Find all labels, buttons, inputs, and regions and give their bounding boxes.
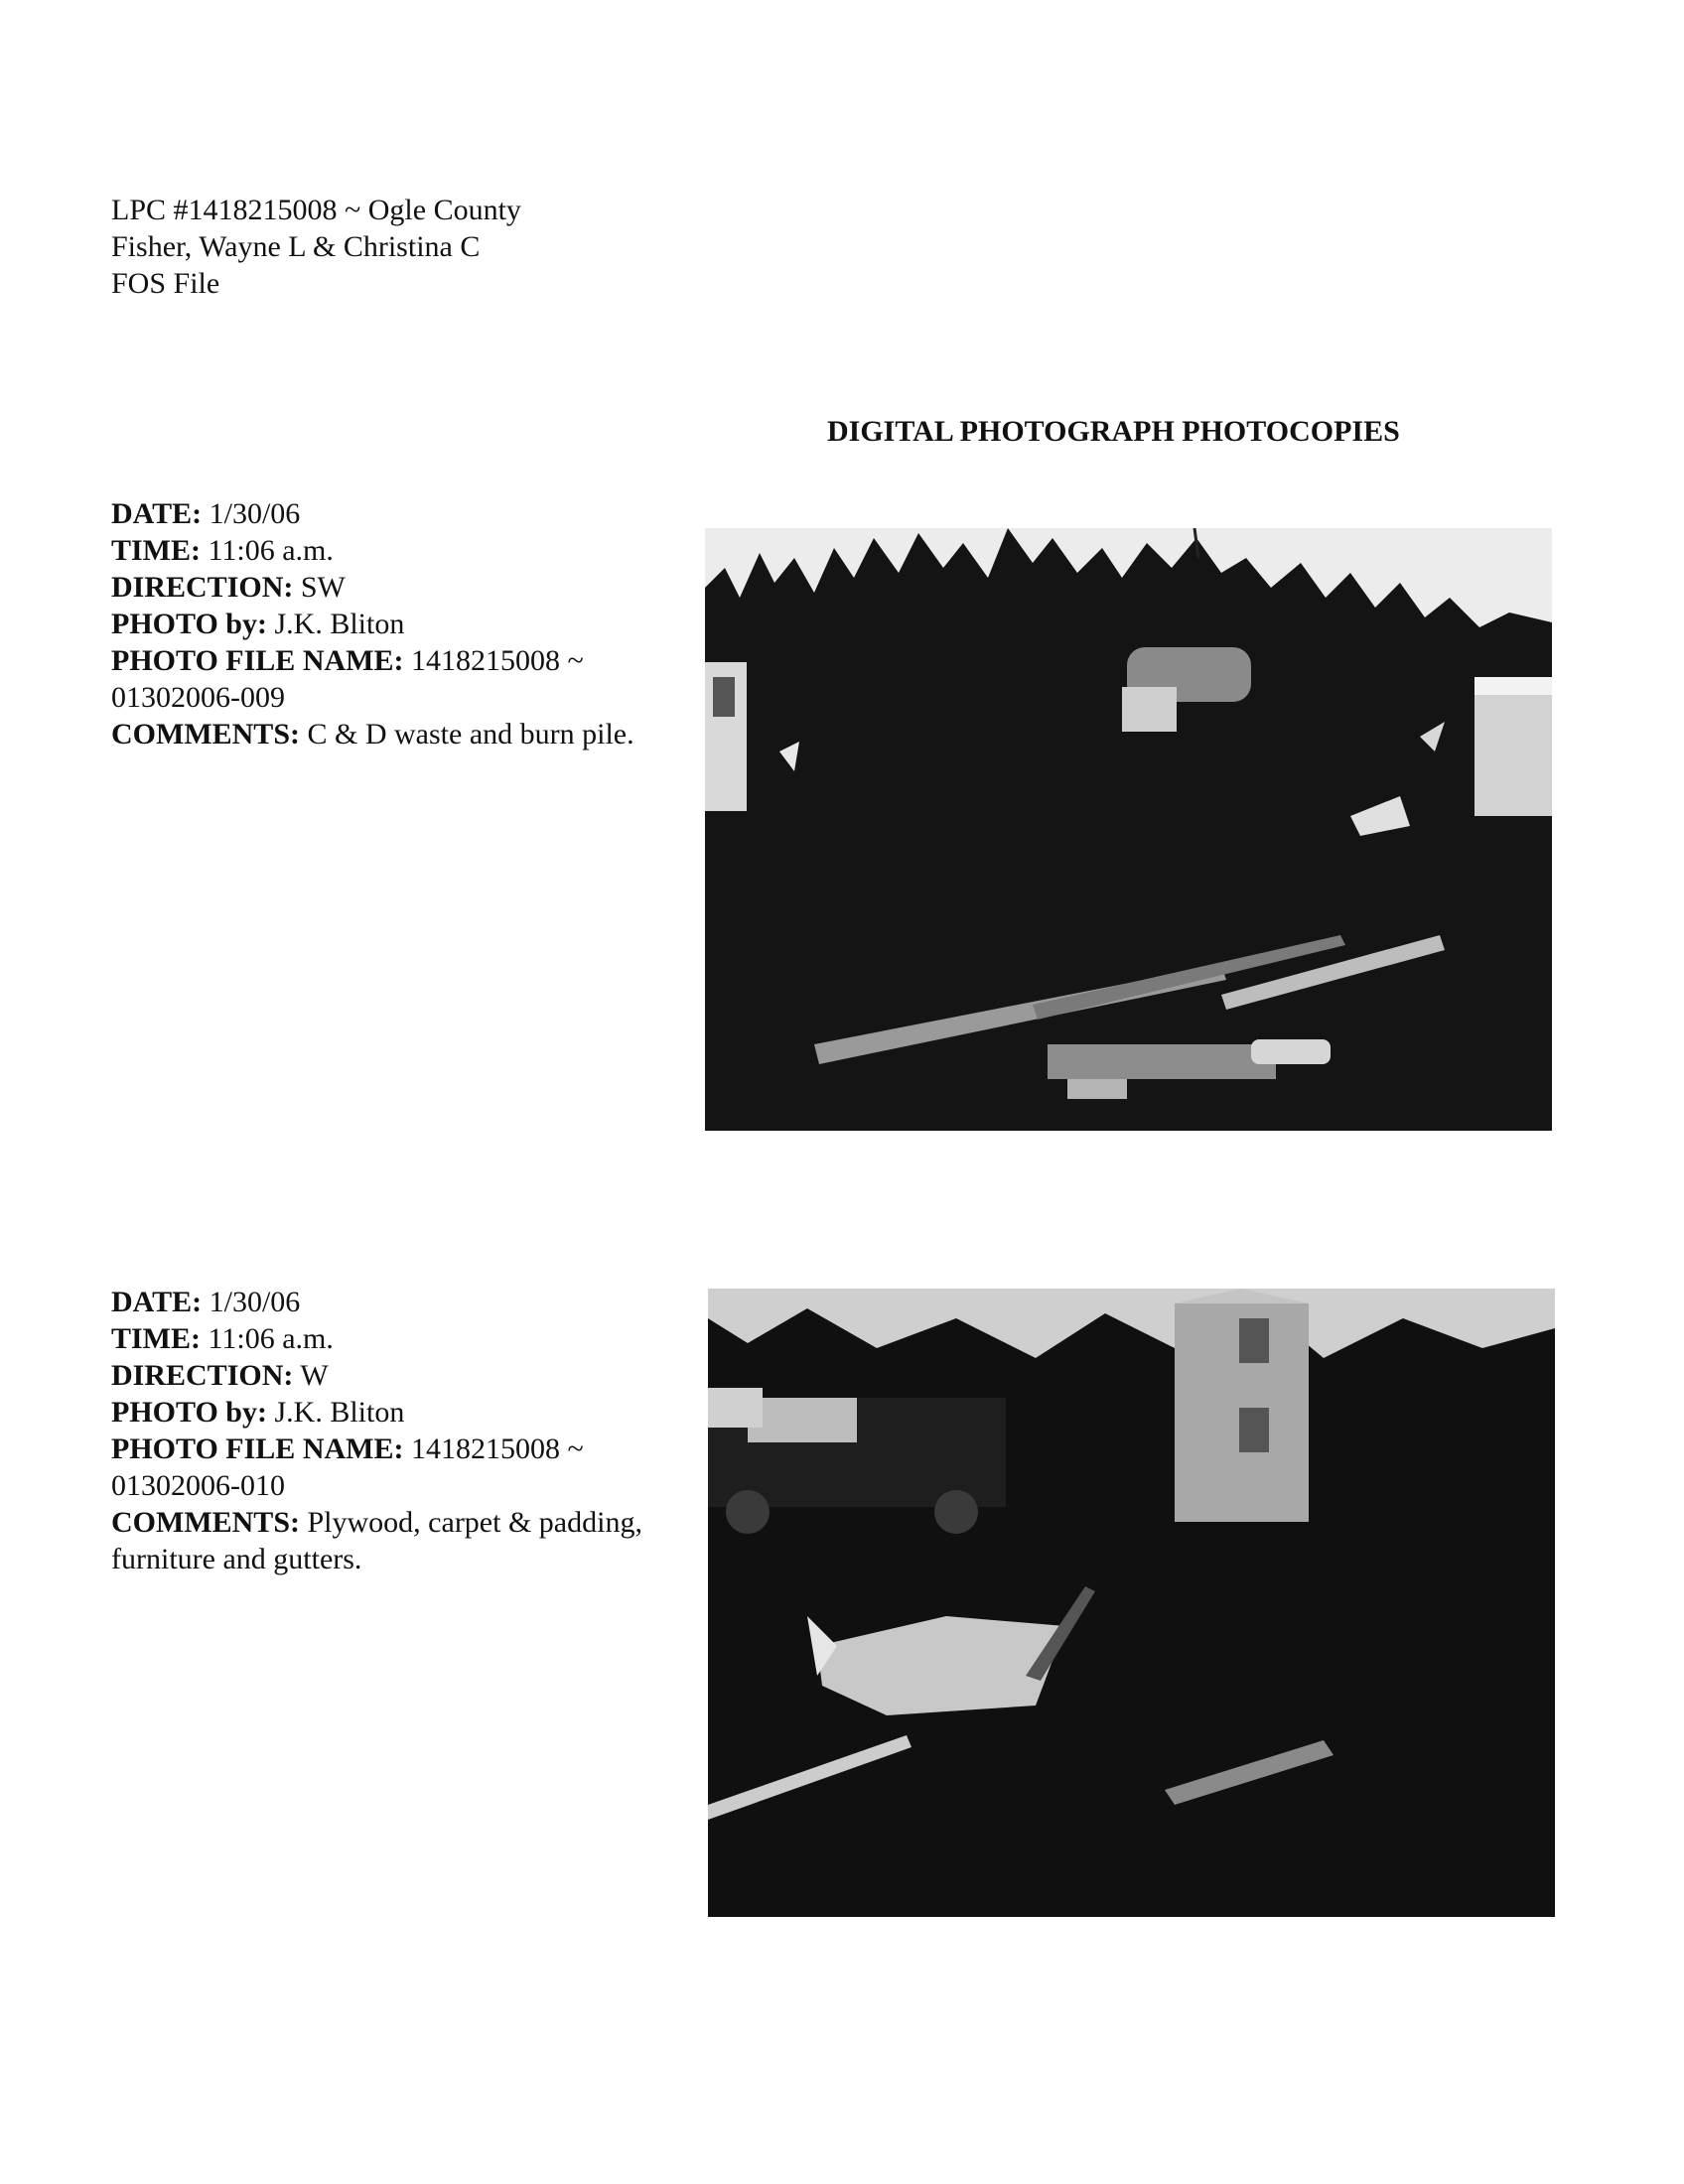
photo-entry-1-details [111,495,647,752]
comments-line [111,716,647,752]
time-label: TIME: [111,534,201,567]
comments-value: C & D waste and burn pile. [307,718,634,751]
date-line [111,1284,647,1320]
time-value: 11:06 a.m. [208,534,334,567]
direction-line [111,569,647,606]
time-line [111,532,647,569]
photo-file-name-line [111,1431,647,1504]
date-line [111,495,647,532]
photo-2-image [708,1289,1555,1917]
time-label: TIME: [111,1322,201,1355]
direction-value: W [300,1359,329,1392]
date-label: DATE: [111,497,203,530]
owner-name-line: Fisher, Wayne L & Christina C [111,230,481,263]
photo-file-name-line [111,642,647,716]
direction-value: SW [300,571,346,604]
photo-2-plywood-carpet [708,1289,1555,1917]
photo-by-value: J.K. Bliton [274,1396,405,1429]
photo-1-image [705,528,1552,1131]
date-label: DATE: [111,1286,203,1318]
direction-label: DIRECTION: [111,1359,294,1392]
comments-label: COMMENTS: [111,718,300,751]
photo-by-label: PHOTO by: [111,608,267,640]
comments-line [111,1504,647,1577]
date-value: 1/30/06 [209,497,301,530]
photo-by-value: J.K. Bliton [274,608,405,640]
photo-by-line [111,606,647,642]
time-line [111,1320,647,1357]
comments-value: Plywood, carpet & padding, furniture and gutters. [111,1506,642,1575]
photo-file-name-label: PHOTO FILE NAME: [111,644,404,677]
photo-by-line [111,1394,647,1431]
comments-label: COMMENTS: [111,1506,300,1539]
lpc-number-line: LPC #1418215008 ~ Ogle County [111,194,521,226]
photo-file-name-label: PHOTO FILE NAME: [111,1433,404,1465]
photo-file-name-value: 1418215008 ~ 01302006-010 [111,1433,584,1502]
photo-file-name-value: 1418215008 ~ 01302006-009 [111,644,584,714]
photo-by-label: PHOTO by: [111,1396,267,1429]
direction-line [111,1357,647,1394]
date-value: 1/30/06 [209,1286,301,1318]
photo-1-debris-pile [705,528,1552,1131]
photo-entry-2-details [111,1284,647,1577]
direction-label: DIRECTION: [111,571,294,604]
file-type-line: FOS File [111,267,220,300]
time-value: 11:06 a.m. [208,1322,334,1355]
page-title: DIGITAL PHOTOGRAPH PHOTOCOPIES [827,415,1400,448]
document-header [111,192,521,302]
